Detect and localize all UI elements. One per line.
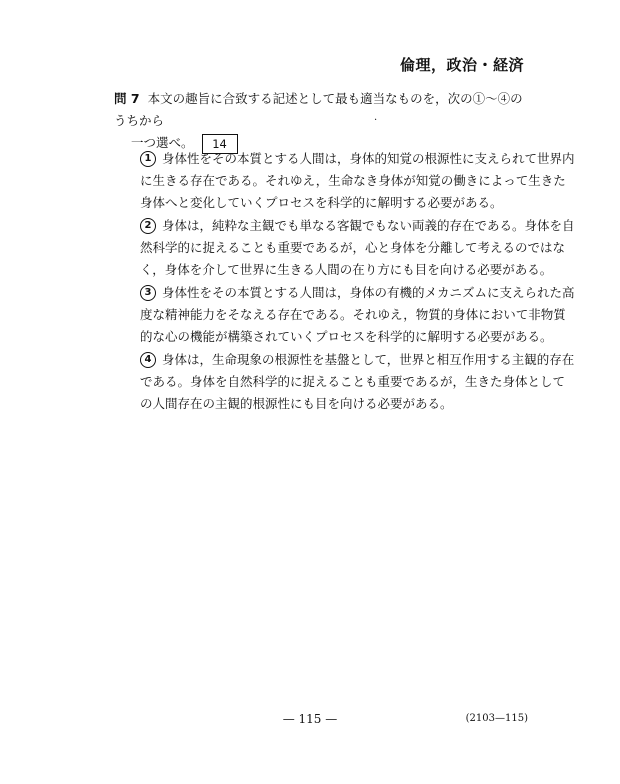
options-list	[140, 148, 575, 416]
question-block	[114, 88, 530, 154]
option-1-line-2: に生きる存在である。それゆえ，生命なき身体が知覚の働きによって生きた	[140, 173, 566, 188]
option-3-line-3: 的な心の機能が構築されていくプロセスを科学的に解明する必要がある。	[140, 329, 553, 344]
option-number-1: 1	[140, 151, 156, 167]
option-4-line-3: の人間存在の主観的根源性にも目を向ける必要がある。	[140, 396, 453, 411]
option-2[interactable]	[140, 215, 575, 281]
option-3[interactable]	[140, 282, 575, 348]
option-3-line-1: 身体性をその本質とする人間は，身体の有機的メカニズムに支えられた高	[162, 285, 575, 300]
option-number-4: 4	[140, 352, 156, 368]
question-label: 問 7	[114, 91, 140, 106]
option-number-2: 2	[140, 218, 156, 234]
question-text-2: 一つ選べ。	[131, 135, 194, 150]
option-4-line-2: である。身体を自然科学的に捉えることも重要であるが，生きた身体として	[140, 374, 566, 389]
option-number-3: 3	[140, 285, 156, 301]
document-code: (2103—115)	[465, 713, 528, 724]
option-1-line-1: 身体性をその本質とする人間は，身体的知覚の根源性に支えられて世界内	[162, 151, 575, 166]
option-4[interactable]	[140, 349, 575, 415]
option-3-line-2: 度な精神能力をそなえる存在である。それゆえ，物質的身体において非物質	[140, 307, 566, 322]
option-2-line-3: く，身体を介して世界に生きる人間の在り方にも目を向ける必要がある。	[140, 262, 553, 277]
option-2-line-2: 然科学的に捉えることも重要であるが，心と身体を分離して考えるのではな	[140, 240, 566, 255]
subject-header: 倫理，政治・経済	[399, 56, 524, 74]
option-1[interactable]	[140, 148, 575, 214]
stray-dot: .	[374, 112, 378, 123]
page-number: — 115 —	[282, 712, 338, 726]
option-1-line-3: 身体へと変化していくプロセスを科学的に解明する必要がある。	[140, 195, 503, 210]
option-2-line-1: 身体は，純粋な主観でも単なる客観でもない両義的存在である。身体を自	[162, 218, 575, 233]
question-text-1: 本文の趣旨に合致する記述として最も適当なものを，次の①〜④のうちから	[114, 91, 523, 128]
option-4-line-1: 身体は，生命現象の根源性を基盤として，世界と相互作用する主観的存在	[162, 352, 575, 367]
answer-box[interactable]: 14	[202, 134, 238, 154]
question-line-1	[114, 88, 530, 132]
